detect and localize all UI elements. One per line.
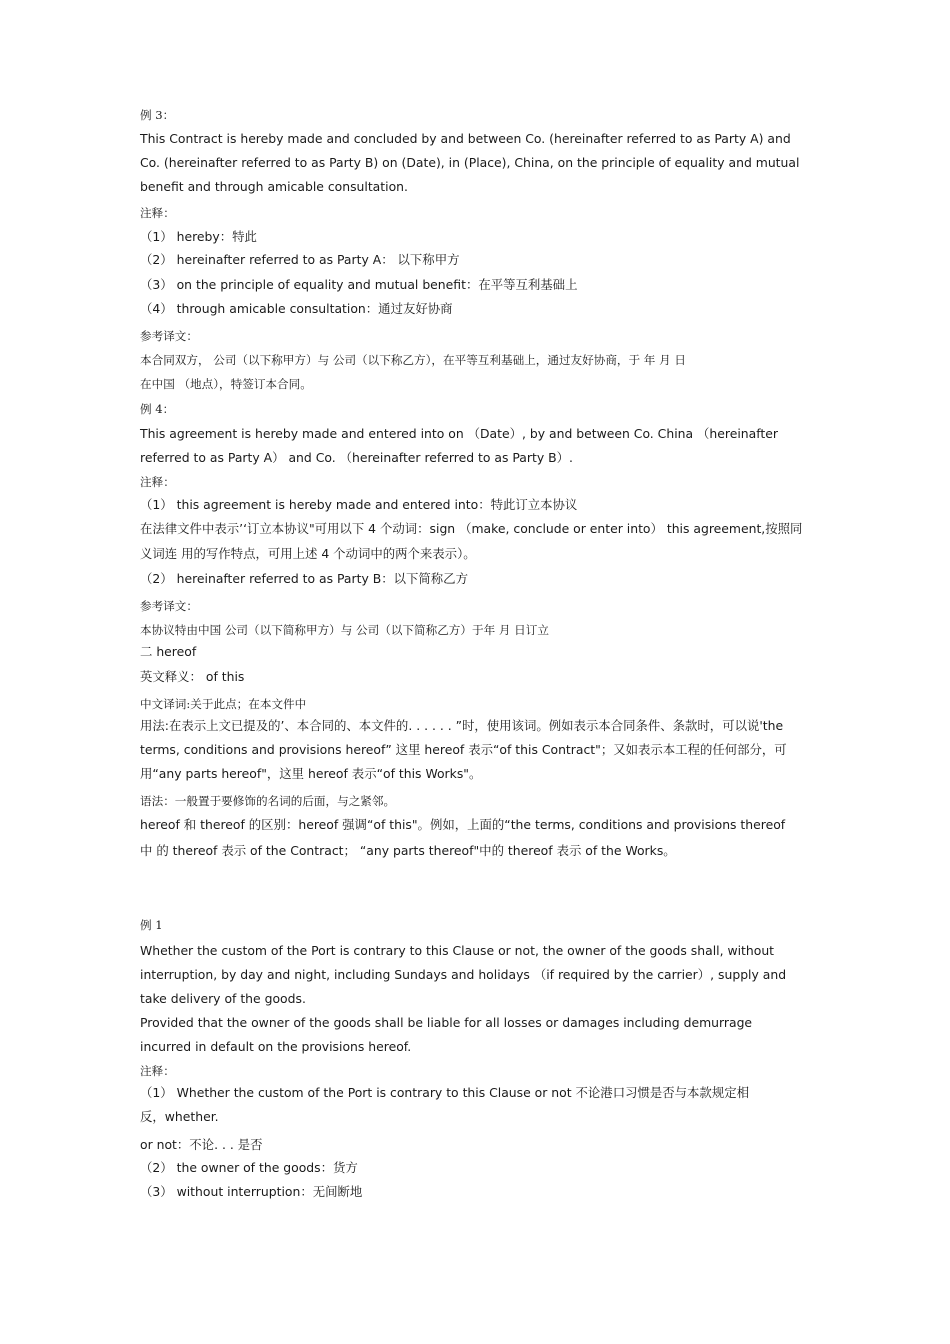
text-line: 反，whether.	[140, 1109, 219, 1124]
text-line: 用法:在表示上文已提及的’、本合同的、本文件的. . . . . . ”时，使用该词。例如表示本合同条件、条款时，可以说'the	[140, 718, 784, 733]
text-line: （4） through amicable consultation：通过友好协商	[140, 301, 453, 316]
text-line: interruption, by day and night, including Sundays and holidays （if required by the carrier）, supply and	[140, 967, 787, 982]
text-line: Co. (hereinafter referred to as Party B) on (Date), in (Place), China, on the principle of equality and mutual	[140, 155, 800, 170]
text-line: 参考译文：	[140, 329, 198, 343]
text-line: 中文译词:关于此点；在本文件中	[140, 697, 307, 711]
text-line: Provided that the owner of the goods shall be liable for all losses or damages including demurrage	[140, 1015, 753, 1030]
text-line: This agreement is hereby made and entered into on （Date）, by and between Co. China （hereinafter	[140, 426, 778, 441]
text-line: 中 的 thereof 表示 of the Contract； “any parts thereof"中的 thereof 表示 of the Works。	[140, 843, 676, 858]
text-line: 本协议特由中国 公司（以下简称甲方）与 公司（以下简称乙方）于年 月 日订立	[140, 623, 549, 637]
text-line: Whether the custom of the Port is contrary to this Clause or not, the owner of the goods shall, without	[140, 943, 775, 958]
text-line: （1） hereby：特此	[140, 229, 257, 244]
text-line: 本合同双方， 公司（以下称甲方）与 公司（以下称乙方），在平等互利基础上，通过友好协商，于 年 月 日	[140, 353, 686, 367]
text-line: （3） on the principle of equality and mutual benefit：在平等互利基础上	[140, 277, 578, 292]
text-line: 参考译文：	[140, 599, 198, 613]
text-line: or not：不论. . . 是否	[140, 1137, 263, 1152]
text-line: 英文释义： of this	[140, 669, 245, 684]
text-line: terms, conditions and provisions hereof” 这里 hereof 表示“of this Contract"；又如表示本工程的任何部分，可	[140, 742, 787, 757]
text-line: referred to as Party A） and Co. （hereinafter referred to as Party B）.	[140, 450, 573, 465]
text-line: 在中国 （地点），特签订本合同。	[140, 377, 312, 391]
text-line: （1） this agreement is hereby made and entered into：特此订立本协议	[140, 497, 578, 512]
text-line: 二 hereof	[140, 644, 197, 659]
text-line: This Contract is hereby made and concluded by and between Co. (hereinafter referred to as Party A) and	[140, 131, 791, 146]
text-line: （2） the owner of the goods：货方	[140, 1160, 358, 1175]
text-line: 例 4：	[140, 402, 175, 416]
text-line: 例 1	[140, 918, 163, 932]
text-line: take delivery of the goods.	[140, 991, 306, 1006]
text-line: 注释：	[140, 1064, 175, 1078]
text-line: 注释：	[140, 475, 175, 489]
text-line: 在法律文件中表示’‘订立本协议"可用以下 4 个动词：sign （make, conclude or enter into） this agreement,按照同	[140, 521, 803, 536]
text-line: benefit and through amicable consultation.	[140, 179, 408, 194]
text-line: 用“any parts hereof"，这里 hereof 表示“of this Works"。	[140, 766, 482, 781]
text-line: （2） hereinafter referred to as Party B：以下简称乙方	[140, 571, 468, 586]
text-line: 语法：一般置于要修饰的名词的后面，与之紧邻。	[140, 794, 396, 808]
text-line: hereof 和 thereof 的区别：hereof 强调“of this"。例如，上面的“the terms, conditions and provisions thereof	[140, 817, 786, 832]
text-line: （3） without interruption：无间断地	[140, 1184, 363, 1199]
text-line: 注释：	[140, 206, 175, 220]
text-line: 义词连 用的写作特点，可用上述 4 个动词中的两个来表示）。	[140, 546, 476, 561]
text-line: incurred in default on the provisions hereof.	[140, 1039, 412, 1054]
text-line: （1） Whether the custom of the Port is contrary to this Clause or not 不论港口习惯是否与本款规定相	[140, 1085, 749, 1100]
text-line: （2） hereinafter referred to as Party A： 以下称甲方	[140, 252, 460, 267]
text-line: 例 3：	[140, 108, 175, 122]
